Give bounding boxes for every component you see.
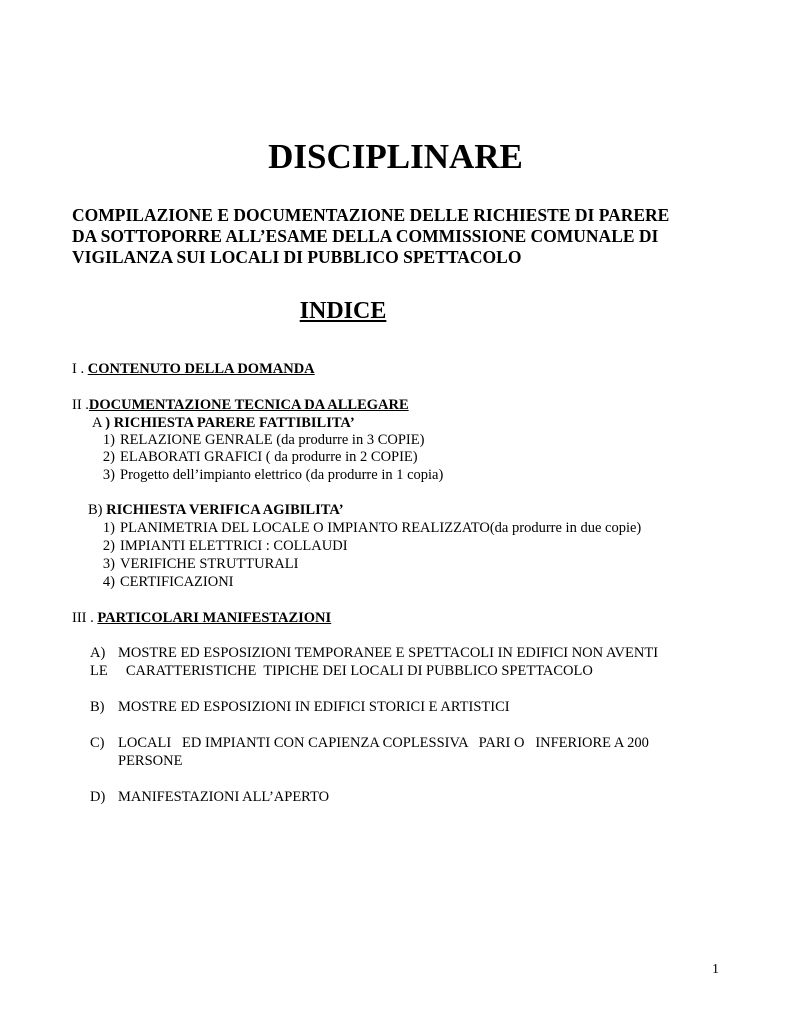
- page-number: 1: [712, 962, 719, 977]
- subsection-a-title: ) RICHIESTA PARERE FATTIBILITA’: [105, 415, 355, 431]
- list-item: [90, 788, 329, 806]
- list-item: [93, 431, 424, 449]
- list-item: [90, 698, 510, 716]
- document-title: DISCIPLINARE: [268, 137, 523, 176]
- item-number: 1): [102, 432, 115, 448]
- item-text: ELABORATI GRAFICI ( da produrre in 2 COPIE): [120, 449, 418, 465]
- item-text: MOSTRE ED ESPOSIZIONI IN EDIFICI STORICI E ARTISTICI: [118, 699, 510, 715]
- subsection-a-prefix: A: [92, 415, 106, 431]
- subsection-b-heading: [88, 501, 344, 519]
- section-2-title: DOCUMENTAZIONE TECNICA DA ALLEGARE: [88, 397, 409, 413]
- item-number: 2): [102, 538, 115, 554]
- index-heading: INDICE: [299, 298, 387, 324]
- item-text: RELAZIONE GENRALE (da produrre in 3 COPIE): [120, 432, 425, 448]
- subtitle-line: VIGILANZA SUI LOCALI DI PUBBLICO SPETTACOLO: [72, 247, 522, 267]
- subtitle-line: COMPILAZIONE E DOCUMENTAZIONE DELLE RICHIESTE DI PARERE: [72, 205, 670, 225]
- item-number: 3): [102, 556, 115, 572]
- item-text: LOCALI ED IMPIANTI CON CAPIENZA COPLESSIVA PARI O INFERIORE A 200: [118, 735, 649, 751]
- subsection-a-heading: [92, 414, 355, 432]
- item-text: MANIFESTAZIONI ALL’APERTO: [118, 789, 330, 805]
- section-3-heading: [72, 609, 331, 627]
- item-number: 4): [102, 574, 115, 590]
- item-text: MOSTRE ED ESPOSIZIONI TEMPORANEE E SPETTACOLI IN EDIFICI NON AVENTI: [118, 645, 659, 661]
- document-subtitle: [72, 205, 732, 268]
- section-2-heading: [72, 396, 409, 414]
- section-1-title: CONTENUTO DELLA DOMANDA: [87, 361, 315, 377]
- item-number: 3): [102, 467, 115, 483]
- item-text: PLANIMETRIA DEL LOCALE O IMPIANTO REALIZZATO(da produrre in due copie): [120, 520, 642, 536]
- list-item: [93, 466, 443, 484]
- subsection-b-title: RICHIESTA VERIFICA AGIBILITA’: [106, 502, 344, 518]
- item-number: 2): [102, 449, 115, 465]
- section-2-prefix: II .: [72, 397, 89, 413]
- item-text: Progetto dell’impianto elettrico (da produrre in 1 copia): [120, 467, 444, 483]
- section-3-prefix: III .: [72, 610, 98, 626]
- item-text: VERIFICHE STRUTTURALI: [120, 556, 299, 572]
- item-continuation: LE CARATTERISTICHE TIPICHE DEI LOCALI DI PUBBLICO SPETTACOLO: [90, 663, 593, 679]
- list-item: [93, 537, 348, 555]
- list-item: [93, 519, 641, 537]
- list-item: [90, 734, 649, 752]
- list-item: [93, 448, 418, 466]
- list-item: [90, 644, 658, 662]
- list-item: [93, 555, 298, 573]
- subsection-b-prefix: B): [88, 502, 107, 518]
- section-1-prefix: I .: [72, 361, 88, 377]
- item-continuation: PERSONE: [118, 753, 183, 769]
- item-letter: B): [90, 699, 105, 715]
- item-letter: A): [90, 645, 106, 661]
- item-letter: C): [90, 735, 105, 751]
- section-3-title: PARTICOLARI MANIFESTAZIONI: [97, 610, 332, 626]
- item-text: CERTIFICAZIONI: [120, 574, 234, 590]
- item-text: IMPIANTI ELETTRICI : COLLAUDI: [120, 538, 348, 554]
- subtitle-line: DA SOTTOPORRE ALL’ESAME DELLA COMMISSIONE COMUNALE DI: [72, 226, 659, 246]
- section-1-heading: [72, 360, 315, 378]
- list-item: [93, 573, 234, 591]
- item-number: 1): [102, 520, 115, 536]
- item-letter: D): [90, 789, 106, 805]
